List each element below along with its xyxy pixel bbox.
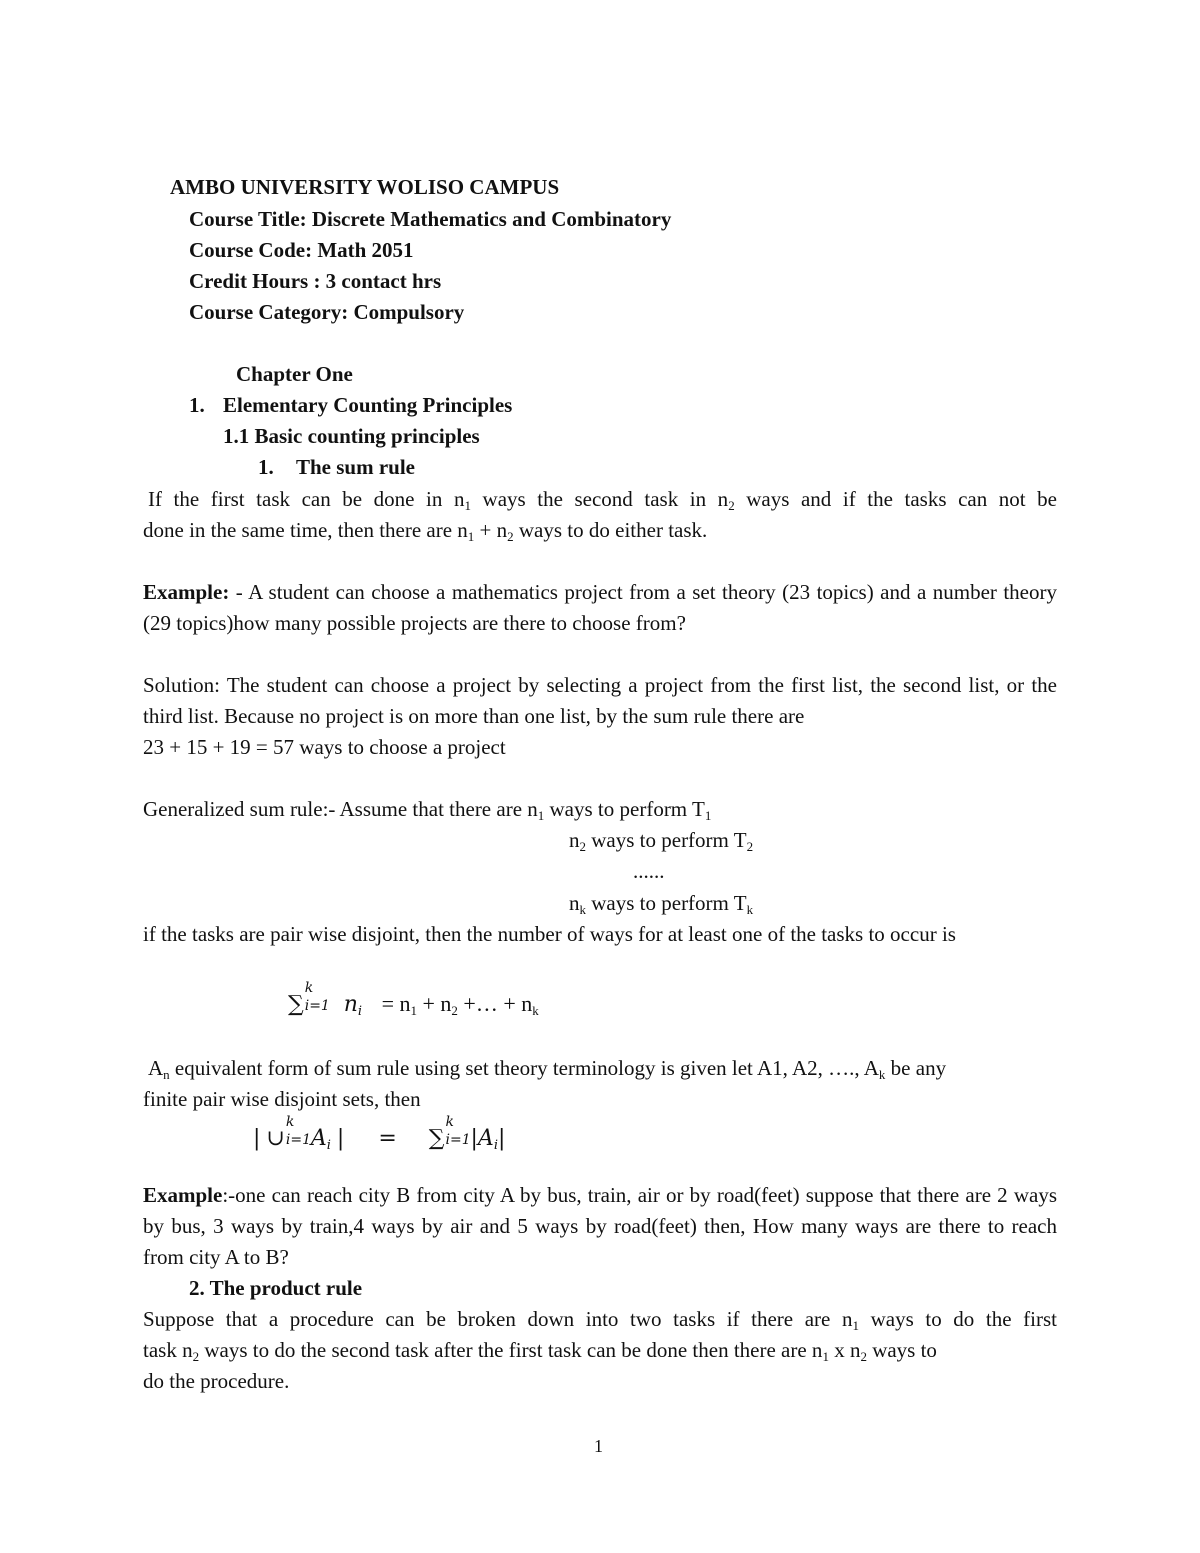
equivalent-line1: $A_n$ equivalent form of sum rule using set theory terminology is given let A1, A2, …., $A_k$ be any: [148, 1056, 947, 1082]
solution1-paragraph: Solution: The student can choose a project by selecting a project from the first list, the second list, or the third list. Because no project is on more than one list, by the sum rule there are: [143, 673, 1057, 728]
generalized-line2: $n_2$ ways to perform $T_2$: [569, 828, 754, 854]
university-name: AMBO UNIVERSITY WOLISO CAMPUS: [170, 175, 560, 199]
rule1-title: The sum rule: [296, 455, 416, 479]
product-rule-line1: Suppose that a procedure can be broken down into two tasks if there are $n_1$ ways to do the first: [143, 1307, 1057, 1333]
course-code: Course Code: Math 2051: [189, 238, 414, 262]
section-title: Elementary Counting Principles: [223, 393, 513, 417]
product-rule-line2: task $n_2$ ways to do the second task after the first task can be done then there are $n_1$ x $n_2$ ways to: [143, 1338, 937, 1364]
generalized-line1: Generalized sum rule:- Assume that there are $n_1$ ways to perform $T_1$: [143, 797, 712, 823]
example1-paragraph: Example: - A student can choose a mathematics project from a set theory (23 topics) and a number theory (29 topics)how many possible projects are there to choose from?: [143, 580, 1057, 635]
section-number: 1.: [189, 393, 205, 417]
sum-rule-line1: If the first task can be done in $n_1$ ways the second task in $n_2$ ways and if the tasks can not be: [148, 487, 1057, 513]
course-category: Course Category: Compulsory: [189, 300, 465, 324]
sum-rule-line2: done in the same time, then there are $n_1 + n_2$ ways to do either task.: [143, 518, 708, 544]
page-number: 1: [594, 1436, 603, 1456]
equivalent-line2: finite pair wise disjoint sets, then: [143, 1087, 421, 1111]
rule1-number: 1.: [258, 455, 274, 479]
course-title: Course Title: Discrete Mathematics and Combinatory: [189, 207, 672, 231]
example2-paragraph: Example:-one can reach city B from city A by bus, train, air or by road(feet) suppose that there are 2 ways by bus, 3 ways by train,4 ways by air and 5 ways by road(feet) then, How many ways are there to reach from city A to B?: [143, 1183, 1057, 1269]
union-formula: | ∪ k i=1 $A_i$ | = ∑ k i=1 $|A_i|$: [253, 1114, 506, 1153]
generalized-line-k: $n_k$ ways to perform $T_k$: [569, 891, 754, 917]
generalized-conclusion: if the tasks are pair wise disjoint, then the number of ways for at least one of the tasks to occur is: [143, 922, 956, 946]
subsection-title: 1.1 Basic counting principles: [223, 424, 480, 448]
generalized-dots: ......: [633, 859, 665, 883]
product-rule-heading: 2. The product rule: [189, 1276, 363, 1300]
sum-formula: ∑ k i=1 $n_i = n_1 + n_2$ +… + $n_k$: [288, 980, 539, 1019]
chapter-title: Chapter One: [236, 362, 353, 386]
product-rule-line3: do the procedure.: [143, 1369, 290, 1393]
solution1-result: 23 + 15 + 19 = 57 ways to choose a project: [143, 735, 506, 759]
credit-hours: Credit Hours : 3 contact hrs: [189, 269, 442, 293]
